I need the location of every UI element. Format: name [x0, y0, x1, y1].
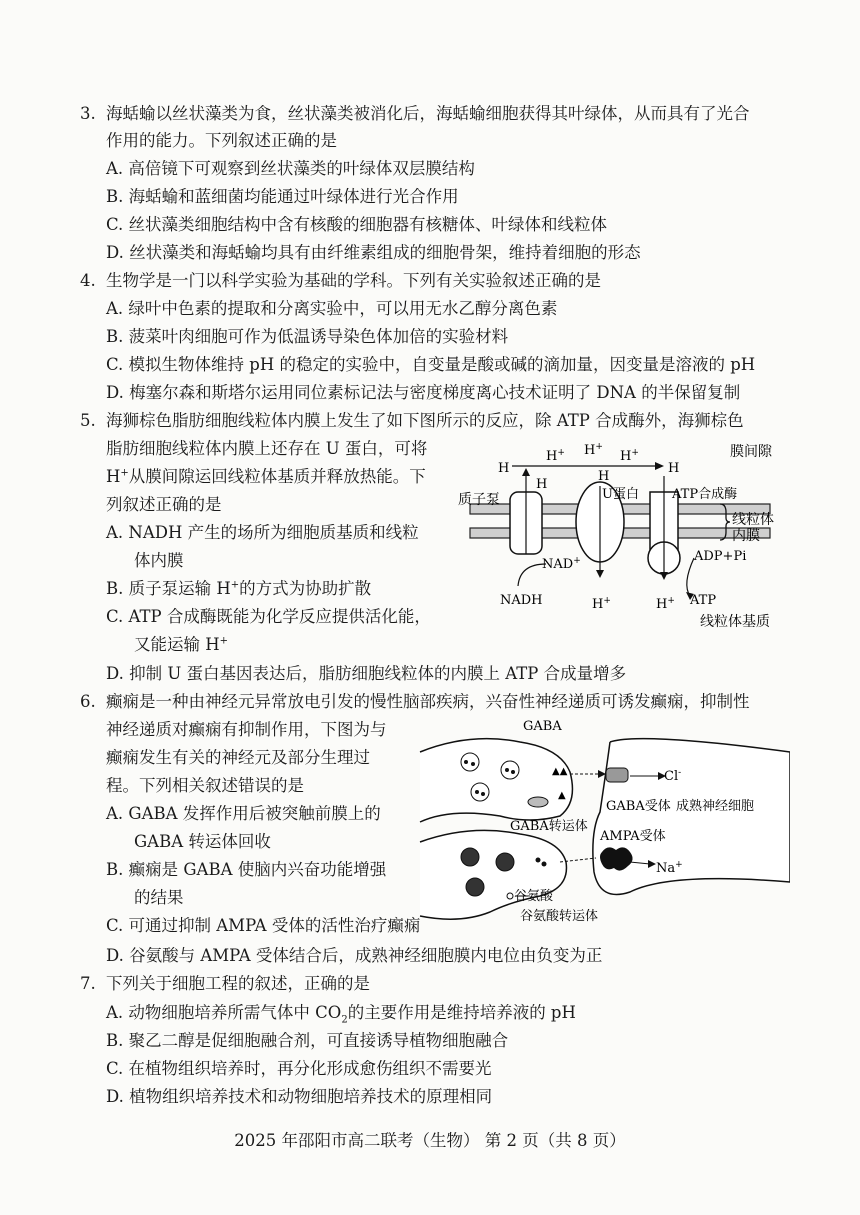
nadh-label: NADH: [500, 593, 543, 608]
q7-stem: 下列关于细胞工程的叙述，正确的是: [106, 974, 370, 993]
svg-text:▲▲: ▲▲: [552, 766, 568, 777]
u-protein-label: U蛋白: [602, 487, 639, 502]
q3-number: 3.: [80, 104, 96, 123]
svg-text:▲: ▲: [558, 790, 566, 801]
h-ion-label: H+: [620, 448, 639, 464]
gaba-transporter-label: GABA转运体: [510, 819, 588, 834]
q5-option-b: B. 质子泵运输 H+的方式为协助扩散: [106, 579, 372, 598]
q6-option-d: D. 谷氨酸与 AMPA 受体结合后，成熟神经细胞膜内电位由负变为正: [106, 946, 603, 965]
q5-stem-cont: 列叙述正确的是: [106, 495, 222, 514]
q3-option-d: D. 丝状藻类和海蛞蝓均具有由纤维素组成的细胞骨架，维持着细胞的形态: [106, 243, 641, 262]
q5-option-a: A. NADH 产生的场所为细胞质基质和线粒: [106, 523, 419, 542]
gaba-receptor-label: GABA受体: [606, 799, 671, 814]
na-ion-label: Na+: [656, 860, 683, 876]
ampa-receptor-label: AMPA受体: [600, 829, 666, 844]
matrix-label: 线粒体基质: [700, 614, 770, 630]
q5-option-a-cont: 体内膜: [134, 551, 184, 570]
nad-label: NAD+: [542, 556, 581, 572]
gaba-label: GABA: [523, 719, 562, 734]
proton-pump-label: 质子泵: [458, 492, 500, 508]
q7-option-a: A. 动物细胞培养所需气体中 $CO_2$的主要作用是维持培养液的 pH: [106, 1003, 576, 1026]
h-ion-label: H: [598, 469, 610, 484]
mitochondria-membrane-diagram: [450, 436, 790, 636]
q4-option-b: B. 菠菜叶肉细胞可作为低温诱导染色体加倍的实验材料: [106, 327, 509, 346]
synapse-diagram: [410, 712, 790, 934]
h-ion-label: H+: [592, 596, 611, 612]
h-ion-label: H+: [546, 448, 565, 464]
q6-stem-cont: 程。下列相关叙述错误的是: [106, 776, 304, 795]
h-ion-label: H+: [656, 596, 675, 612]
q5-option-d: D. 抑制 U 蛋白基因表达后，脂肪细胞线粒体的内膜上 ATP 合成量增多: [106, 664, 627, 683]
q6-option-b: B. 癫痫是 GABA 使脑内兴奋功能增强: [106, 860, 387, 879]
inner-membrane-label: 内膜: [732, 528, 760, 544]
q6-number: 6.: [80, 692, 96, 711]
q4-number: 4.: [80, 271, 96, 290]
q6-option-a: A. GABA 发挥作用后被突触前膜上的: [106, 804, 381, 823]
h-ion-label: H: [668, 461, 680, 476]
q5-option-c-cont: 又能运输 H+: [134, 635, 229, 654]
h-ion-label: H+: [584, 442, 603, 458]
q6-option-a-cont: GABA 转运体回收: [134, 832, 271, 851]
q6-stem-cont: 癫痫发生有关的神经元及部分生理过: [106, 748, 370, 767]
q7-option-b: B. 聚乙二醇是促细胞融合剂，可直接诱导植物细胞融合: [106, 1031, 509, 1050]
cl-ion-label: Cl-: [664, 768, 682, 784]
intermembrane-space-label: 膜间隙: [730, 444, 772, 460]
adp-label: ADP+Pi: [694, 549, 747, 564]
page-footer: 2025 年邵阳市高二联考（生物） 第 2 页（共 8 页）: [234, 1131, 626, 1150]
q6-option-c: C. 可通过抑制 AMPA 受体的活性治疗癫痫: [106, 916, 421, 935]
q5-stem: 海狮棕色脂肪细胞线粒体内膜上发生了如下图所示的反应，除 ATP 合成酶外，海狮棕色: [106, 411, 744, 430]
glutamate-label: 谷氨酸: [514, 889, 554, 904]
q3-option-c: C. 丝状藻类细胞结构中含有核酸的细胞器有核糖体、叶绿体和线粒体: [106, 215, 608, 234]
q4-stem: 生物学是一门以科学实验为基础的学科。下列有关实验叙述正确的是: [106, 271, 601, 290]
h-ion-label: H: [498, 461, 510, 476]
q5-option-c: C. ATP 合成酶既能为化学反应提供活化能，: [106, 607, 431, 626]
glutamate-transporter-label: 谷氨酸转运体: [520, 909, 599, 924]
h-ion-label: H: [536, 477, 548, 492]
q5-stem-cont: 脂肪细胞线粒体内膜上还存在 U 蛋白，可将: [106, 439, 428, 458]
mature-neuron-label: 成熟神经细胞: [676, 799, 755, 814]
q3-stem-cont: 作用的能力。下列叙述正确的是: [106, 131, 337, 150]
q7-option-d: D. 植物组织培养技术和动物细胞培养技术的原理相同: [106, 1087, 493, 1106]
q5-number: 5.: [80, 411, 96, 430]
inner-membrane-label: 线粒体: [732, 512, 774, 528]
q5-stem-cont: H+从膜间隙运回线粒体基质并释放热能。下: [106, 467, 426, 486]
q3-option-a: A. 高倍镜下可观察到丝状藻类的叶绿体双层膜结构: [106, 159, 475, 178]
q3-stem: 海蛞蝓以丝状藻类为食，丝状藻类被消化后，海蛞蝓细胞获得其叶绿体，从而具有了光合: [106, 104, 750, 123]
atp-synthase-label: ATP合成酶: [672, 487, 738, 502]
atp-label: ATP: [690, 593, 717, 608]
q6-stem-cont: 神经递质对癫痫有抑制作用，下图为与: [106, 720, 387, 739]
q6-stem: 癫痫是一种由神经元异常放电引发的慢性脑部疾病，兴奋性神经递质可诱发癫痫，抑制性: [106, 692, 750, 711]
q4-option-d: D. 梅塞尔森和斯塔尔运用同位素标记法与密度梯度离心技术证明了 DNA 的半保留复制: [106, 383, 741, 402]
q7-option-c: C. 在植物组织培养时，再分化形成愈伤组织不需要光: [106, 1059, 492, 1078]
q6-option-b-cont: 的结果: [134, 888, 184, 907]
q4-option-c: C. 模拟生物体维持 pH 的稳定的实验中，自变量是酸或碱的滴加量，因变量是溶液的 pH: [106, 355, 756, 374]
q4-option-a: A. 绿叶中色素的提取和分离实验中，可以用无水乙醇分离色素: [106, 299, 558, 318]
q3-option-b: B. 海蛞蝓和蓝细菌均能通过叶绿体进行光合作用: [106, 187, 459, 206]
q7-number: 7.: [80, 974, 96, 993]
